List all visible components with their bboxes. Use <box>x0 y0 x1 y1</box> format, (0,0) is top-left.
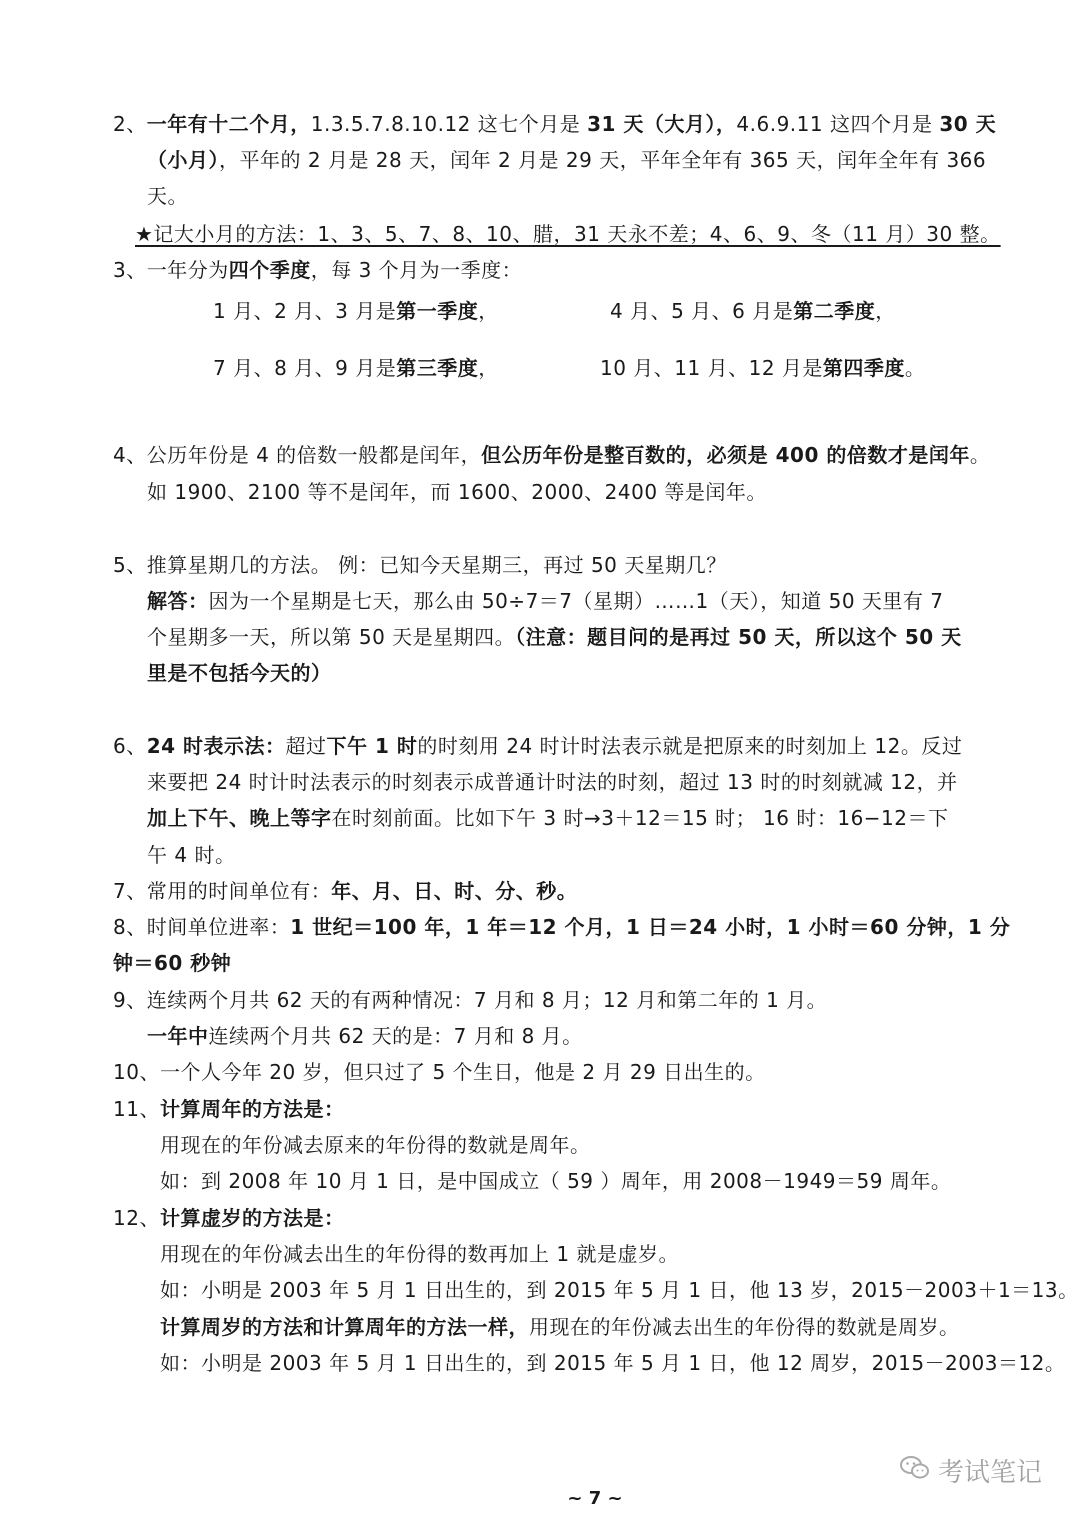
text-run: 连续两个月共 62 天的是：7 月和 8 月。 <box>208 1024 583 1048</box>
text-run: 个星期多一天，所以第 50 天是星期四。 <box>147 625 516 649</box>
text-run: ， <box>478 299 499 323</box>
text-run: 1 世纪＝100 年，1 年＝12 个月，1 日＝24 小时，1 小时＝60 分钟，1 分 <box>290 915 1011 939</box>
text-run: 下午 1 时 <box>326 734 418 758</box>
s12-heading <box>113 1204 344 1232</box>
text-run: 但公历年份是整百数的，必须是 400 的倍数才是闰年 <box>481 443 970 467</box>
text-run: ， <box>875 299 896 323</box>
page-number: ~ 7 ~ <box>567 1488 623 1509</box>
s11-line-1: 用现在的年份减去原来的年份得的数就是周年。 <box>160 1133 591 1157</box>
text-run: ，平年的 2 月是 28 天，闰年 2 月是 29 天，平年全年有 365 天，闰年全年有 366 <box>219 148 987 172</box>
text-run: 31 天（大月）， <box>587 112 737 136</box>
text-run: 计算虚岁的方法是： <box>159 1206 345 1230</box>
text-run: 因为一个星期是七天，那么由 50÷7＝7（星期）……1（天），知道 50 天里有 7 <box>208 589 944 613</box>
s12-line-2: 如：小明是 2003 年 5 月 1 日出生的，到 2015 年 5 月 1 日，他 13 岁，2015－2003＋1＝13。 <box>160 1278 1079 1302</box>
text-run: 4、公历年份是 4 的倍数一般都是闰年， <box>113 443 482 467</box>
text-run: 计算周年的方法是： <box>159 1097 345 1121</box>
text-run: 12、 <box>113 1206 160 1230</box>
s8-line-1 <box>113 913 1010 941</box>
s5-line-1: 5、推算星期几的方法。 例：已知今天星期三，再过 50 天星期几？ <box>113 553 727 577</box>
s11-line-2: 如：到 2008 年 10 月 1 日，是中国成立（ 59 ）周年，用 2008－1949＝59 周年。 <box>160 1169 952 1193</box>
s5-line-4: 里是不包括今天的） <box>147 661 332 685</box>
text-run: 24 时表示法： <box>146 734 286 758</box>
text-run: 计算周岁的方法和计算周年的方法一样， <box>160 1315 529 1339</box>
s12-line-4: 如：小明是 2003 年 5 月 1 日出生的，到 2015 年 5 月 1 日，他 12 周岁，2015－2003＝12。 <box>160 1351 1066 1375</box>
s2-month-tip: ★记大小月的方法：1、3、5、7、8、10、腊，31 天永不差；4、6、9、冬（11 月）30 整。 <box>135 222 1001 246</box>
text-run: 2、 <box>113 112 147 136</box>
wechat-icon <box>900 1455 930 1486</box>
text-run: 四个季度 <box>228 258 311 282</box>
s10-line: 10、一个人今年 20 岁，但只过了 5 个生日，他是 2 月 29 日出生的。 <box>113 1060 766 1084</box>
s3-heading <box>113 256 522 284</box>
s4-line-1 <box>113 441 990 469</box>
s8-line-2: 钟＝60 秒钟 <box>113 951 232 975</box>
text-run: 一年中 <box>147 1024 209 1048</box>
text-run: 7、常用的时间单位有： <box>113 879 332 903</box>
text-run: 3、一年分为 <box>113 258 229 282</box>
watermark-text: 考试笔记 <box>938 1458 1043 1488</box>
text-run: 4.6.9.11 这四个月是 <box>736 112 940 136</box>
text-run: 第二季度 <box>793 299 876 323</box>
s5-line-2 <box>147 587 943 615</box>
text-run: 7 月、8 月、9 月是 <box>213 356 397 380</box>
text-run: 加上下午、晚上等字 <box>147 806 332 830</box>
text-run: 解答： <box>147 589 209 613</box>
text-run: 第一季度 <box>396 299 479 323</box>
text-run: ， <box>478 356 499 380</box>
s3-quarter-4 <box>600 354 925 382</box>
text-run: 。 <box>969 443 991 467</box>
text-run: 第四季度 <box>822 356 905 380</box>
text-run: 第三季度 <box>396 356 479 380</box>
text-run: （小月） <box>147 148 219 172</box>
text-run: 8、时间单位进率： <box>113 915 291 939</box>
text-run: 超过 <box>285 734 327 758</box>
text-run: 用现在的年份减去出生的年份得的数就是周岁。 <box>529 1315 960 1339</box>
text-run: 6、 <box>113 734 147 758</box>
text-run: 1.3.5.7.8.10.12 这七个月是 <box>310 112 588 136</box>
s12-line-3 <box>160 1313 960 1341</box>
s6-line-2: 来要把 24 时计时法表示的时刻表示成普通计时法的时刻，超过 13 时的时刻就减 12，并 <box>147 770 958 794</box>
text-run: ，每 3 个月为一季度： <box>310 258 523 282</box>
text-run: （注意：题目问的是再过 50 天，所以这个 50 天 <box>515 625 962 649</box>
s12-line-1: 用现在的年份减去出生的年份得的数再加上 1 就是虚岁。 <box>160 1242 679 1266</box>
text-run: 10 月、11 月、12 月是 <box>600 356 823 380</box>
s3-quarter-3 <box>213 354 499 382</box>
s7-line <box>113 877 577 905</box>
text-run: 。 <box>904 356 926 380</box>
text-run: 11、 <box>113 1097 160 1121</box>
s11-heading <box>113 1095 344 1123</box>
text-run: 4 月、5 月、6 月是 <box>610 299 794 323</box>
text-run: 年、月、日、时、分、秒。 <box>331 879 578 903</box>
s6-line-4: 午 4 时。 <box>147 843 236 867</box>
s6-line-3 <box>147 804 949 832</box>
text-run: 30 天 <box>939 112 997 136</box>
s6-line-1 <box>113 732 962 760</box>
s3-quarter-2 <box>610 297 896 325</box>
text-run: 一年有十二个月， <box>146 112 311 136</box>
watermark <box>900 1452 1042 1489</box>
s9-line-1: 9、连续两个月共 62 天的有两种情况：7 月和 8 月；12 月和第二年的 1 月。 <box>113 988 828 1012</box>
s4-line-2: 如 1900、2100 等不是闰年，而 1600、2000、2400 等是闰年。 <box>147 480 767 504</box>
text-run: 1 月、2 月、3 月是 <box>213 299 397 323</box>
text-run: 的时刻用 24 时计时法表示就是把原来的时刻加上 12。反过 <box>417 734 963 758</box>
s5-line-3 <box>147 623 962 651</box>
s2-line-1 <box>113 110 996 138</box>
s2-line-3: 天。 <box>147 184 188 208</box>
text-run: 在时刻前面。比如下午 3 时→3＋12＝15 时； 16 时：16−12＝下 <box>331 806 949 830</box>
s2-line-2 <box>147 146 986 174</box>
s3-quarter-1 <box>213 297 499 325</box>
s9-line-2 <box>147 1022 583 1050</box>
